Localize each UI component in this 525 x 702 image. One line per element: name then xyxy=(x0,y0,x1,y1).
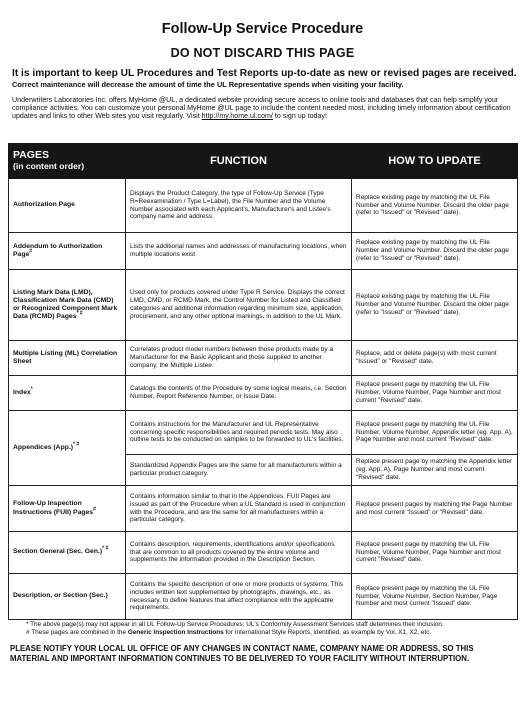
intro-headline: It is important to keep UL Procedures and Test Reports up-to-date as new or revised pages are received. xyxy=(12,68,517,79)
footnote-hash-bold: Generic Inspection Instructions xyxy=(127,629,224,636)
table-row xyxy=(9,233,518,270)
row-page-label: Follow-Up Inspection Instructions (FUII) Pages xyxy=(13,500,94,516)
row-update: Replace present page by matching the UL File Number, Volume Number, Section Number, Page Number and most current "Issued" date. xyxy=(352,574,518,620)
row-page-mark: # xyxy=(29,248,33,255)
header-update: HOW TO UPDATE xyxy=(352,144,518,179)
row-page-name xyxy=(9,411,126,486)
row-page-mark: * xyxy=(30,386,33,393)
header-pages-sub: (in content order) xyxy=(13,161,85,171)
row-page-name xyxy=(9,486,126,532)
row-update-standard: Replace present page by matching the Appendix letter (eg. App. A), Page Number and most current "Revised" date. xyxy=(352,455,518,486)
row-page-name xyxy=(9,179,126,233)
table-row xyxy=(9,411,518,455)
table-row xyxy=(9,574,518,620)
row-update: Replace present page by matching the UL File Number, Volume Number, Appendix letter (eg. App. A), Page Number and most current "Revised" date. xyxy=(352,411,518,455)
page-title: Follow-Up Service Procedure xyxy=(161,21,364,37)
row-update: Replace existing page by matching the UL File Number and Volume Number. Discard the older page (refer to "Issued" or "Revised" date). xyxy=(352,270,518,341)
intro-paragraph xyxy=(12,96,517,121)
footnote-star: * The above page(s) may not appear in all UL Follow-Up Service Procedures; UL's Conformity Assessment Services staff determines their inclusion. xyxy=(26,621,444,628)
header-pages xyxy=(9,144,126,179)
footnote-hash xyxy=(26,629,521,637)
row-page-name xyxy=(9,270,126,341)
row-update: Replace present page by matching the UL File Number, Volume Number, Page Number and most current "Revised" date. xyxy=(352,376,518,411)
intro-subline: Correct maintenance will decrease the amount of time the UL Representative spends when visiting your facility. xyxy=(12,80,404,89)
row-page-label: Section General (Sec. Gen.) xyxy=(13,548,103,556)
header-pages-label: PAGES xyxy=(13,149,49,161)
row-function-standard: Standardized Appendix Pages are the same for all manufacturers within a particular product category. xyxy=(126,455,352,486)
row-page-name xyxy=(9,574,126,620)
table-row xyxy=(9,532,518,574)
row-page-mark: # xyxy=(93,506,96,513)
footnote-hash-text: # These pages are combined in the xyxy=(26,629,128,636)
row-function: Contains information similar to that in the Appendices. FUII Pages are issued as part of the Procedure when a UL Standard is used in conjunction with the Procedure, and are the same for all manufacturers within a particular category. xyxy=(126,486,352,532)
row-page-label: Authorization Page xyxy=(13,201,75,209)
header-function: FUNCTION xyxy=(126,144,352,179)
row-page-label: Multiple Listing (ML) Correlation Sheet xyxy=(13,349,118,365)
row-function: Contains description, requirements, identifications and/or specifications that are common to all products covered by the entire volume and supplements the information provided in the Description Section. xyxy=(126,532,352,574)
row-update: Replace present page by matching the UL File Number, Volume Number, Page Number and most current "Revised" date. xyxy=(352,532,518,574)
row-page-name xyxy=(9,376,126,411)
intro-paragraph-end: to sign up today! xyxy=(272,112,327,121)
row-page-label: Index xyxy=(13,388,31,396)
table-header-row xyxy=(9,144,518,179)
row-page-label: Listing Mark Data (LMD), Classification Mark Data (CMD) or Recognized Component Mark Data (RCMD) Pages xyxy=(13,288,118,321)
row-function: Displays the Product Category, the type of Follow-Up Service (Type R=Reexamination / Type L=Label), the File Number and the Volume Number associated with each Applicant's, Manufacturer's and Listee's company name and address. xyxy=(126,179,352,233)
row-page-mark: * # xyxy=(76,310,83,317)
table-row xyxy=(9,270,518,341)
row-page-name xyxy=(9,233,126,270)
table-row xyxy=(9,486,518,532)
table-row xyxy=(9,341,518,376)
row-page-label: Description, or Section (Sec.) xyxy=(13,592,108,600)
table-row xyxy=(9,179,518,233)
table-row xyxy=(9,376,518,411)
row-page-mark: * # xyxy=(102,546,109,553)
row-function: Contains the specific description of one or more products or systems. This includes written text supplemented by photographs, drawings, etc., as necessary, to define features that affect compliance with the applicable requirements. xyxy=(126,574,352,620)
page-subtitle: DO NOT DISCARD THIS PAGE xyxy=(170,46,355,60)
intro-section xyxy=(12,68,517,121)
myhome-link[interactable]: http://my.home.ul.com/ xyxy=(201,112,273,121)
row-function: Catalogs the contents of the Procedure by some logical means, i.e. Section Number, Report Reference Number, or Issue Date. xyxy=(126,376,352,411)
row-function: Used only for products covered under Type R Service. Displays the correct LMD, CMD, or RCMD Mark, the Control Number for Listed and Classified categories and additional information regarding minimum size, application, procurement, and any other optional markings, in addition to the UL Mark. xyxy=(126,270,352,341)
row-update: Replace present pages by matching the Page Number and most current "Issued" or "Revised" date. xyxy=(352,486,518,532)
row-function: Correlates product model numbers between those products made by a Manufacturer for the Basic Applicant and those supplied to another company, the Multiple Listee. xyxy=(126,341,352,376)
contact-notice: PLEASE NOTIFY YOUR LOCAL UL OFFICE OF ANY CHANGES IN CONTACT NAME, COMPANY NAME OR ADDRESS, SO THIS MATERIAL AND IMPORTANT INFORMATION CONTINUES TO BE DELIVERED TO YOUR FACILITY WITHOUT INTERRUPTION. xyxy=(10,644,474,663)
row-page-mark: * # xyxy=(73,441,80,448)
intro-paragraph-text: Underwriters Laboratories Inc. offers MyHome @UL, a dedicated website providing secure access to online tools and databases that can help simplify your compliance activities. You can customize your personal MyHome @UL page to include the content needed most, including timely information about certification updates and links to other Web sites you visit regularly. Visit xyxy=(12,96,511,121)
footnote-hash-end: for International Style Reports, identified, as example by Vol. X1, X2, etc. xyxy=(223,629,432,636)
row-update: Replace existing page by matching the UL File Number and Volume Number. Discard the older page (refer to "Issued" or "Revised" date). xyxy=(352,179,518,233)
row-function: Contains instructions for the Manufacturer and UL Representative concerning specific responsibilities and required periodic tests. May also outline tests to be conducted on samples to be forwarded to UL's facilities. xyxy=(126,411,352,455)
row-update: Replace existing page by matching the UL File Number and Volume Number. Discard the older page (refer to "Issued" or "Revised" date). xyxy=(352,233,518,270)
row-function: Lists the additional names and addresses of manufacturing locations, when multiple locations exist xyxy=(126,233,352,270)
procedure-table xyxy=(8,143,518,620)
row-page-name xyxy=(9,532,126,574)
row-update: Replace, add or delete page(s) with most current "Issued" or "Revised" date. xyxy=(352,341,518,376)
row-page-label: Addendum to Authorization Page xyxy=(13,242,103,258)
row-page-name xyxy=(9,341,126,376)
row-page-label: Appendices (App.) xyxy=(13,443,74,451)
footnotes xyxy=(26,621,521,637)
